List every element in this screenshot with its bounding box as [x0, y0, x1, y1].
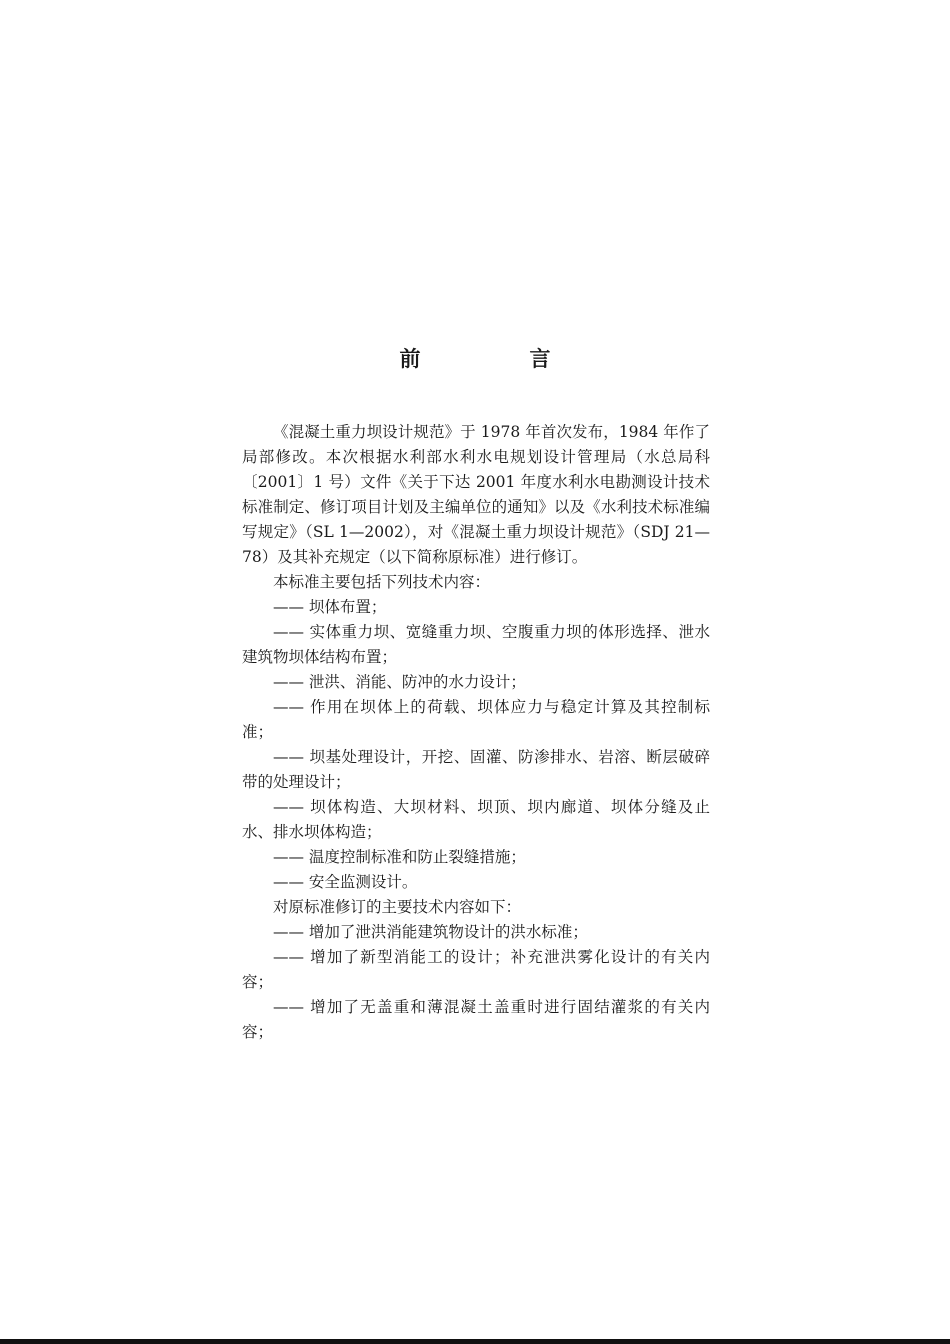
list-item: —— 实体重力坝、宽缝重力坝、空腹重力坝的体形选择、泄水建筑物坝体结构布置；	[242, 623, 710, 666]
list-item: —— 坝体构造、大坝材料、坝顶、坝内廊道、坝体分缝及止水、排水坝体构造；	[242, 798, 710, 841]
body-text	[242, 420, 710, 1045]
list-item: —— 泄洪、消能、防冲的水力设计；	[273, 673, 526, 691]
list-item: —— 增加了新型消能工的设计；补充泄洪雾化设计的有关内容；	[242, 948, 710, 991]
paragraph-revisions-heading: 对原标准修订的主要技术内容如下：	[273, 898, 522, 916]
list-item: —— 温度控制标准和防止裂缝措施；	[273, 848, 526, 866]
list-item: —— 安全监测设计。	[273, 873, 418, 891]
page-title: 前 言	[399, 347, 595, 371]
paragraph-contents-heading: 本标准主要包括下列技术内容：	[273, 573, 491, 591]
list-item: —— 作用在坝体上的荷载、坝体应力与稳定计算及其控制标准；	[242, 698, 710, 741]
list-item: —— 增加了无盖重和薄混凝土盖重时进行固结灌浆的有关内容；	[242, 998, 710, 1041]
bottom-border	[0, 1339, 950, 1344]
paragraph-intro: 《混凝土重力坝设计规范》于 1978 年首次发布，1984 年作了局部修改。本次根据水利部水利水电规划设计管理局（水总局科〔2001〕1 号）文件《关于下达 2001 年度水利水电勘测设计技术标准制定、修订项目计划及主编单位的通知》以及《水利技术标准编写规定》（SL 1—2002），对《混凝土重力坝设计规范》（SDJ 21—78）及其补充规定（以下简称原标准）进行修订。	[242, 423, 710, 566]
list-item: —— 增加了泄洪消能建筑物设计的洪水标准；	[273, 923, 588, 941]
list-item: —— 坝体布置；	[273, 598, 387, 616]
list-item: —— 坝基处理设计，开挖、固灌、防渗排水、岩溶、断层破碎带的处理设计；	[242, 748, 710, 791]
